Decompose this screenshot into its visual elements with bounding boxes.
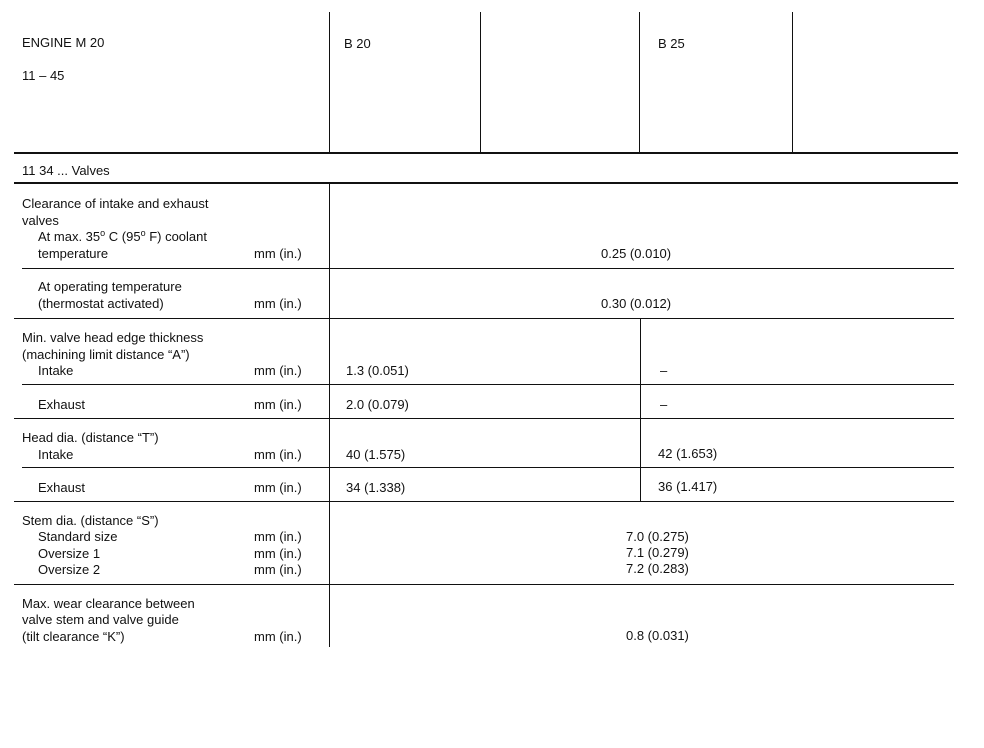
section-title: 11 34 ... Valves — [22, 163, 110, 178]
edge-intake-label: Intake — [38, 363, 74, 378]
headdia-exhaust-b25: 36 (1.417) — [658, 479, 718, 494]
header-divider-3 — [639, 12, 640, 153]
clearance-label-2: valves — [22, 213, 59, 228]
edge-intake-unit: mm (in.) — [254, 363, 302, 378]
headdia-intake-b25: 42 (1.653) — [658, 446, 718, 461]
clearance-sub2-unit: mm (in.) — [254, 296, 302, 311]
rule-clearance-sub1 — [22, 268, 954, 269]
clearance-sub2-value: 0.30 (0.012) — [601, 296, 672, 311]
clearance-sub1-unit: mm (in.) — [254, 246, 302, 261]
edge-label-1: Min. valve head edge thickness — [22, 330, 204, 345]
header-bottom-rule — [14, 152, 958, 154]
headdia-exhaust-unit: mm (in.) — [254, 480, 302, 495]
edge-exhaust-unit: mm (in.) — [254, 397, 302, 412]
rule-edge-intake — [22, 384, 954, 385]
stemdia-os1-value: 7.1 (0.279) — [626, 545, 689, 560]
edge-exhaust-b25: – — [660, 397, 668, 412]
header-divider-2 — [480, 12, 481, 153]
stemdia-std-value: 7.0 (0.275) — [626, 529, 689, 544]
headdia-intake-b20: 40 (1.575) — [346, 447, 406, 462]
rule-edge — [14, 418, 954, 419]
clearance-sub2-label-2: (thermostat activated) — [38, 296, 164, 311]
headdia-intake-label: Intake — [38, 447, 74, 462]
b20-b25-divider — [640, 319, 641, 501]
headdia-exhaust-label: Exhaust — [38, 480, 85, 495]
stemdia-std-unit: mm (in.) — [254, 529, 302, 544]
headdia-exhaust-b20: 34 (1.338) — [346, 480, 406, 495]
label-column-divider — [329, 183, 330, 647]
stemdia-os2-value: 7.2 (0.283) — [626, 561, 689, 576]
edge-intake-b25: – — [660, 363, 668, 378]
wear-label-3: (tilt clearance “K”) — [22, 629, 125, 644]
col-header-b25: B 25 — [658, 36, 685, 51]
stemdia-os2-unit: mm (in.) — [254, 562, 302, 577]
rule-headdia-intake — [22, 467, 954, 468]
stemdia-std-label: Standard size — [38, 529, 118, 544]
col-header-b20: B 20 — [344, 36, 371, 51]
page-ref: 11 – 45 — [22, 68, 65, 83]
wear-label-2: valve stem and valve guide — [22, 612, 179, 627]
clearance-label-1: Clearance of intake and exhaust — [22, 196, 209, 211]
wear-unit: mm (in.) — [254, 629, 302, 644]
stemdia-os1-label: Oversize 1 — [38, 546, 101, 561]
clearance-sub1-label-1: At max. 35$^o$ C (95$^o$ F) coolant — [38, 228, 207, 244]
section-rule — [14, 182, 958, 184]
stemdia-label-1: Stem dia. (distance “S”) — [22, 513, 159, 528]
engine-label: ENGINE M 20 — [22, 35, 105, 50]
stemdia-os2-label: Oversize 2 — [38, 562, 101, 577]
rule-headdia — [14, 501, 954, 502]
wear-value: 0.8 (0.031) — [626, 628, 689, 643]
edge-exhaust-b20: 2.0 (0.079) — [346, 397, 409, 412]
stemdia-os1-unit: mm (in.) — [254, 546, 302, 561]
clearance-sub1-value: 0.25 (0.010) — [601, 246, 672, 261]
rule-stemdia — [14, 584, 954, 585]
edge-intake-b20: 1.3 (0.051) — [346, 363, 409, 378]
headdia-label-1: Head dia. (distance “T”) — [22, 430, 159, 445]
headdia-intake-unit: mm (in.) — [254, 447, 302, 462]
header-divider-4 — [792, 12, 793, 153]
edge-label-2: (machining limit distance “A”) — [22, 347, 190, 362]
clearance-sub2-label-1: At operating temperature — [38, 279, 182, 294]
rule-clearance — [14, 318, 954, 319]
edge-exhaust-label: Exhaust — [38, 397, 85, 412]
header-divider-1 — [329, 12, 330, 153]
wear-label-1: Max. wear clearance between — [22, 596, 195, 611]
clearance-sub1-label-2: temperature — [38, 246, 109, 261]
